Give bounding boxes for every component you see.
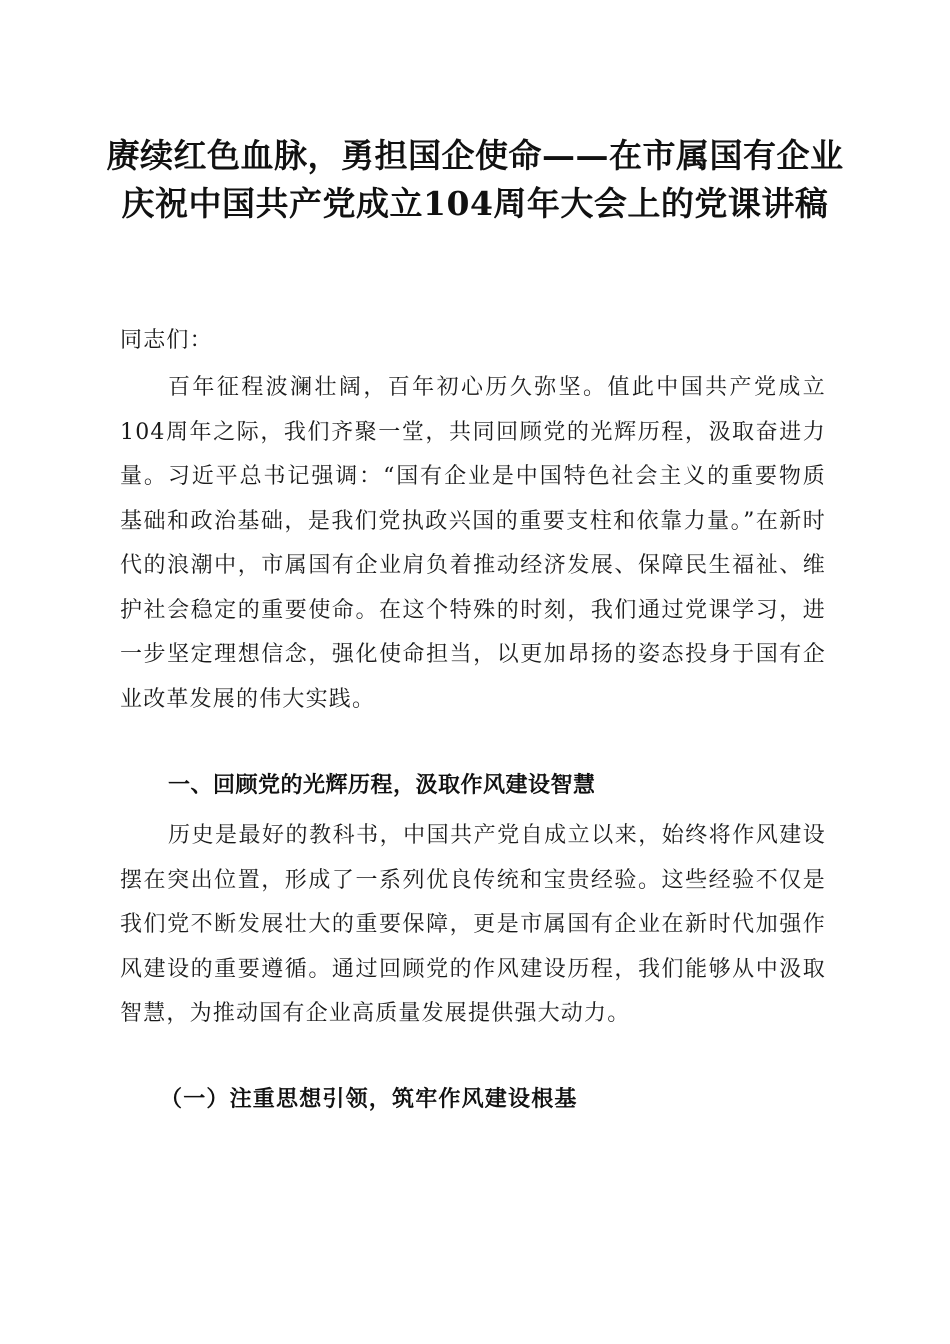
subsection-heading: （一）注重思想引领，筑牢作风建设根基 xyxy=(160,1086,578,1112)
section-paragraph: 历史是最好的教科书，中国共产党自成立以来，始终将作风建设摆在突出位置，形成了一系列优良传统和宝贵经验。这些经验不仅是我们党不断发展壮大的重要保障，更是市属国有企业在新时代加强作风建设的重要遵循。通过回顾党的作风建设历程，我们能够从中汲取智慧，为推动国有企业高质量发展提供强大动力。 xyxy=(120,823,826,1026)
intro-paragraph: 百年征程波澜壮阔，百年初心历久弥坚。值此中国共产党成立104周年之际，我们齐聚一堂，共同回顾党的光辉历程，汲取奋进力量。习近平总书记强调：“国有企业是中国特色社会主义的重要物质基础和政治基础，是我们党执政兴国的重要支柱和依靠力量。”在新时代的浪潮中，市属国有企业肩负着推动经济发展、保障民生福祉、维护社会稳定的重要使命。在这个特殊的时刻，我们通过党课学习，进一步坚定理想信念，强化使命担当，以更加昂扬的姿态投身于国有企业改革发展的伟大实践。 xyxy=(120,375,826,712)
salutation: 同志们： xyxy=(120,328,213,353)
document-title: 赓续红色血脉，勇担国企使命——在市属国有企业庆祝中国共产党成立104周年大会上的党课讲稿 xyxy=(106,136,844,223)
section-heading: 一、回顾党的光辉历程，汲取作风建设智慧 xyxy=(168,773,596,798)
